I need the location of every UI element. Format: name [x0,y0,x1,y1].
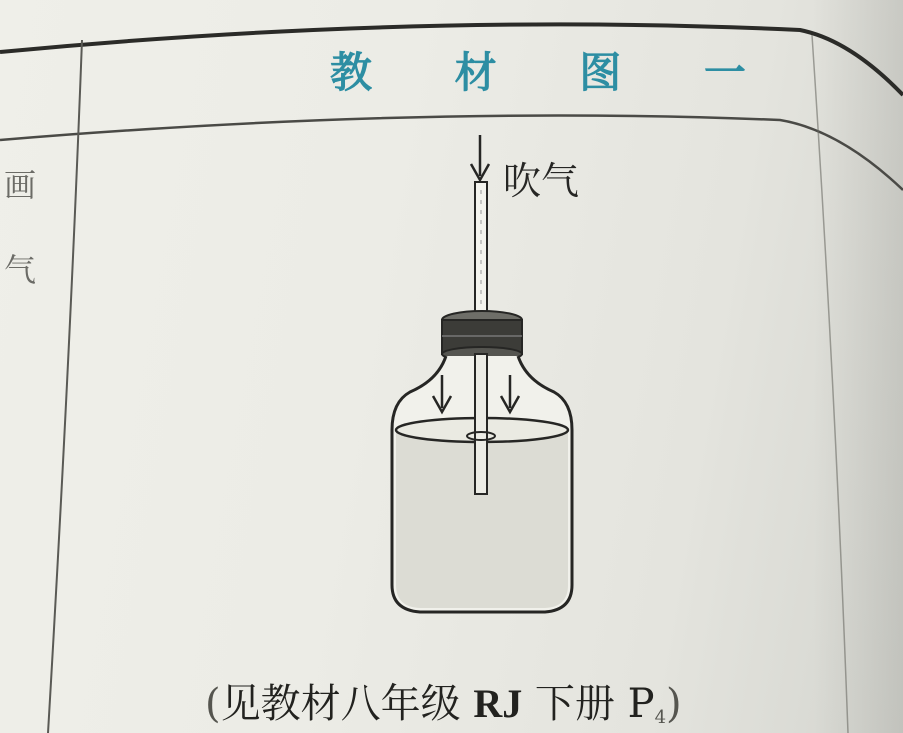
caption-edition: RJ [473,681,523,726]
glass-tube [475,182,487,322]
caption-close: ) [666,681,682,727]
figure-caption [205,672,682,729]
side-text-1: 画 [4,166,37,204]
blow-arrow-icon [471,135,489,180]
caption-open: ( [205,681,221,727]
blow-label: 吹气 [503,159,580,203]
caption-prefix: 见教材八年级 [220,681,474,727]
header-title: 教 材 图 一 [330,48,780,97]
caption-page-sub: 4 [654,707,667,728]
caption-volume: 下册 P [522,681,655,727]
right-edge-rule [812,35,848,733]
bottle-diagram [380,130,590,620]
column-divider [48,40,82,733]
side-text-2: 气 [4,251,37,289]
